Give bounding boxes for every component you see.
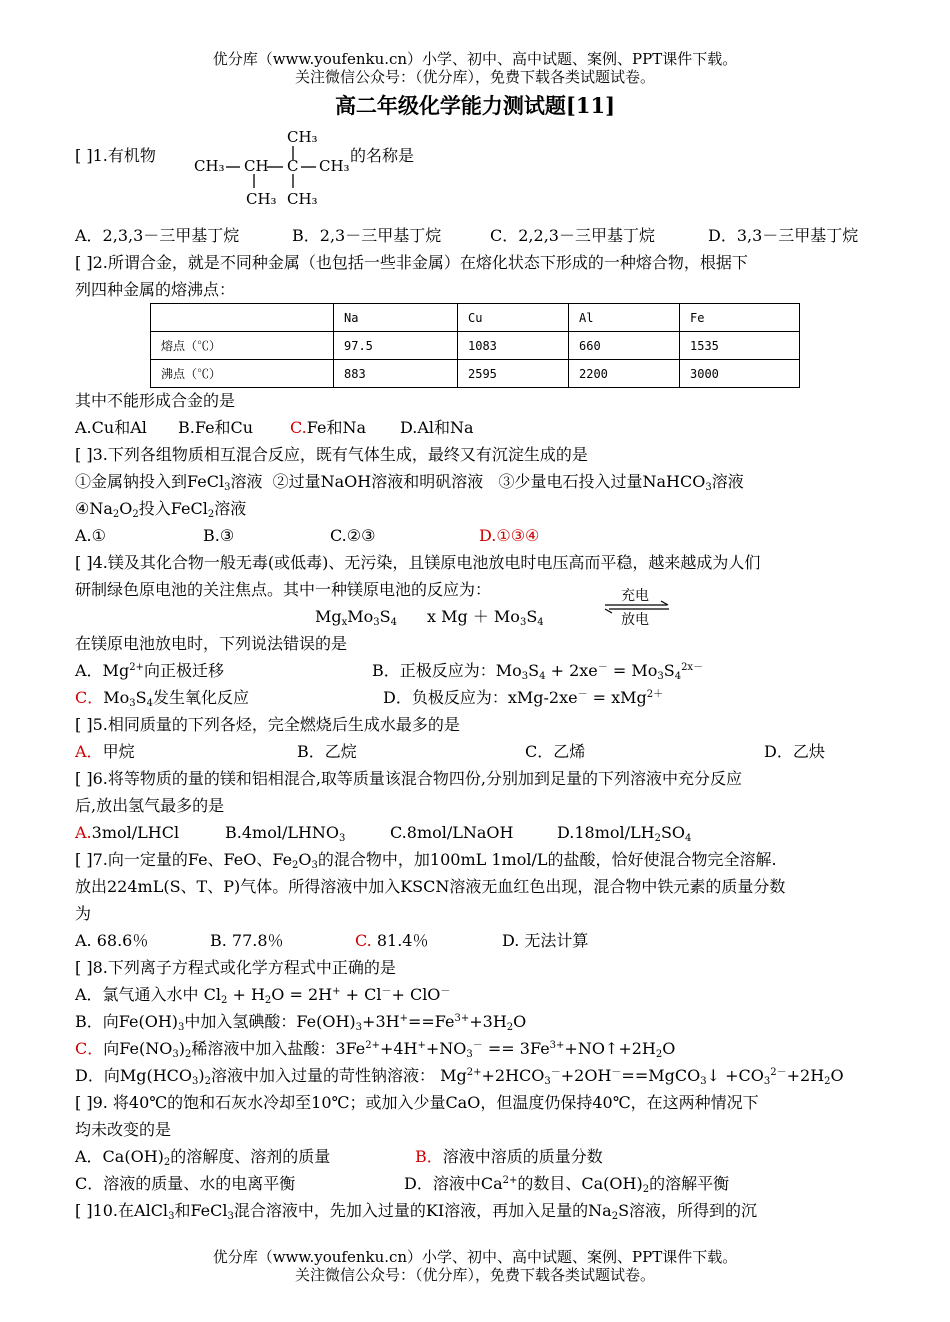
sub: 4 (390, 617, 397, 628)
q10-stem (75, 1201, 757, 1221)
text: 混合溶液中，先加入过量的KI溶液，再加入足量的Na (233, 1201, 612, 1220)
sub: 4 (537, 617, 544, 628)
table-cell: 883 (334, 360, 458, 388)
q7-option-d: D. 无法计算 (502, 931, 589, 950)
text: 投入FeCl (138, 499, 208, 518)
sup: － (597, 662, 608, 673)
q4-ask: 在镁原电池放电时，下列说法错误的是 (75, 634, 348, 653)
sub: 2 (506, 1022, 514, 1033)
text: S (663, 661, 675, 680)
sup: 3+ (549, 1040, 565, 1051)
q7-option-b: B. 77.8％ (210, 931, 284, 950)
text: 溶液 (711, 472, 744, 491)
q1-option-c: C．2,2,3－三甲基丁烷 (490, 226, 655, 245)
q3-option-a: A.① (75, 526, 106, 545)
sup: + (399, 1013, 408, 1024)
q9-stem-1: [ ]9. 将40℃的饱和石灰水冷却至10℃；或加入少量CaO，但温度仍保持40℃，在这两种情况下 (75, 1093, 759, 1112)
q3-item-4 (75, 499, 246, 519)
text: +2HCO (481, 1066, 545, 1085)
sub: 4 (685, 833, 692, 844)
table-cell: 2200 (569, 360, 680, 388)
text: 的溶解度、溶剂的质量 (170, 1147, 331, 1166)
q3-items (75, 472, 744, 492)
table-cell: Fe (680, 304, 800, 332)
text: SO (660, 823, 686, 842)
q4-stem-2: 研制绿色原电池的关注焦点。其中一种镁原电池的反应为： (75, 580, 492, 599)
q8-option-b (75, 1012, 526, 1032)
sub: 2 (163, 1157, 171, 1168)
text: +2OH (560, 1066, 612, 1085)
struct-left-ch3: CH₃ (194, 157, 225, 175)
sup: 2+ (365, 1040, 380, 1051)
text: ==Fe (407, 1012, 455, 1031)
table-row (151, 332, 800, 360)
q2-option-b: B.Fe和Cu (178, 418, 254, 437)
sub: 2 (264, 995, 272, 1006)
text: 溶液 (214, 499, 247, 518)
q4-option-b (372, 661, 703, 681)
sub: 3 (227, 1211, 234, 1222)
text: 中加入氢碘酸：Fe(OH) (184, 1012, 356, 1031)
q9-option-d (404, 1174, 729, 1194)
table-cell (151, 304, 334, 332)
text: 的混合物中，加100mL 1mol/L的盐酸，恰好使混合物完全溶解. (317, 850, 777, 869)
q4-equation-left (315, 607, 397, 627)
sub: 2 (207, 509, 215, 520)
text: x Mg ＋ Mo (427, 607, 520, 626)
sub: 4 (674, 671, 682, 682)
text: +3H (469, 1012, 507, 1031)
struct-top-ch3: CH₃ (287, 128, 318, 146)
text: 向正极迁移 (143, 661, 224, 680)
q7-stem-3: 为 (75, 904, 92, 923)
sub: x (341, 617, 348, 628)
answer-mark: C． (75, 1039, 104, 1058)
text: B.4mol/LHNO (225, 823, 340, 842)
q1-option-a: A．2,3,3－三甲基丁烷 (75, 226, 240, 245)
text: 81.4％ (371, 931, 429, 950)
sup: － (550, 1067, 561, 1078)
struct-c: C (287, 157, 299, 175)
q7-option-c (355, 931, 428, 951)
table-header-row (151, 304, 800, 332)
text: 发生氧化反应 (152, 688, 249, 707)
option-text: Fe和Na (306, 418, 367, 437)
sub: 3 (705, 482, 712, 493)
page-footer-line-1: 优分库（www.youfenku.cn）小学、初中、高中试题、案例、PPT课件下载。 (212, 1248, 738, 1266)
table-cell: Na (334, 304, 458, 332)
text: ④Na (75, 499, 113, 518)
q9-option-b (415, 1147, 603, 1167)
q3-option-c: C.②③ (330, 526, 376, 545)
text: O (662, 1039, 676, 1058)
text: + H (227, 985, 265, 1004)
text: == 3Fe (482, 1039, 550, 1058)
page-title: 高二年级化学能力测试题[11] (334, 93, 616, 118)
q8-option-a (75, 985, 450, 1005)
q1-option-b: B．2,3－三甲基丁烷 (292, 226, 442, 245)
sub: 2 (655, 1049, 663, 1060)
text: [ ]10.在AlCl (75, 1201, 169, 1220)
text: D．负极反应为：xMg-2xe (383, 688, 578, 707)
table-cell: 1535 (680, 332, 800, 360)
text: 的数目、Ca(OH) (517, 1174, 643, 1193)
q1-stem-post: 的名称是 (350, 146, 415, 165)
q4-option-c (75, 688, 249, 708)
text: ) (178, 1039, 185, 1058)
text: 和FeCl (174, 1201, 228, 1220)
sub: 3 (521, 671, 529, 682)
sup: － (577, 689, 588, 700)
text: O (298, 850, 312, 869)
q6-option-c: C.8mol/LNaOH (390, 823, 514, 842)
q4-equation-right (427, 607, 544, 627)
q5-option-b: B．乙烷 (297, 742, 357, 761)
q6-stem-1: [ ]6.将等物质的量的镁和铝相混合,取等质量该混合物四份,分别加到足量的下列溶液中充分反应 (75, 769, 743, 788)
q3-option-b: B.③ (203, 526, 235, 545)
q9-stem-2: 均未改变的是 (75, 1120, 172, 1139)
sub: 2 (824, 1076, 831, 1087)
text: + Cl (340, 985, 382, 1004)
sup: + (417, 1040, 426, 1051)
sub: 3 (544, 1076, 551, 1087)
sup: 3+ (454, 1013, 470, 1024)
q1-option-d: D．3,3－三甲基丁烷 (708, 226, 859, 245)
text: ↓ +CO (706, 1066, 764, 1085)
answer-mark: A． (75, 742, 103, 761)
sub: 3 (311, 860, 318, 871)
text: B．向Fe(OH) (75, 1012, 179, 1031)
table-cell: Cu (458, 304, 569, 332)
text: 3mol/LHCl (91, 823, 180, 842)
answer-mark: C． (75, 688, 104, 707)
text: ③少量电石投入过量NaHCO (498, 472, 706, 491)
sub: 2 (292, 860, 299, 871)
text: 溶液 (230, 472, 263, 491)
text: +3H (362, 1012, 400, 1031)
sup: － (611, 1067, 622, 1078)
sub: 4 (146, 698, 153, 709)
sub: 2 (132, 509, 139, 520)
q6-option-a (75, 823, 179, 843)
text: ==MgCO (621, 1066, 701, 1085)
table-cell: 熔点（℃） (151, 332, 334, 360)
sub: 3 (192, 1076, 199, 1087)
q7-option-a: A. 68.6％ (75, 931, 149, 950)
sub: 3 (172, 1049, 179, 1060)
text: S (528, 661, 540, 680)
answer-mark: B． (415, 1147, 443, 1166)
text: = Mo (607, 661, 658, 680)
struct-right-ch3: CH₃ (319, 157, 350, 175)
sub: 3 (224, 482, 231, 493)
text: + 2xe (545, 661, 598, 680)
struct-bottom-ch3-1: CH₃ (246, 190, 277, 208)
answer-mark: A. (75, 823, 92, 842)
sub: 2 (654, 833, 661, 844)
struct-ch: CH (244, 157, 269, 175)
text: 向Fe(NO (103, 1039, 173, 1058)
text: A．氯气通入水中 Cl (75, 985, 222, 1004)
sup: 2+ (502, 1175, 518, 1186)
text: S (379, 607, 391, 626)
q2-stem-2: 列四种金属的熔沸点： (75, 280, 236, 299)
text: [ ]7.向一定量的Fe、FeO、Fe (75, 850, 293, 869)
sub: 3 (763, 1076, 771, 1087)
sup: － (381, 986, 392, 997)
text: 溶液中加入过量的苛性钠溶液： Mg (211, 1066, 467, 1085)
q4-option-a (75, 661, 224, 681)
text: 的溶解平衡 (649, 1174, 730, 1193)
sup: 2+ (466, 1067, 482, 1078)
sub: 2 (221, 995, 228, 1006)
q3-stem: [ ]3.下列各组物质相互混合反应，既有气体生成，最终又有沉淀生成的是 (75, 445, 588, 464)
text: ) (198, 1066, 205, 1085)
sup: + (332, 986, 341, 997)
sub: 3 (168, 1211, 175, 1222)
table-cell: 1083 (458, 332, 569, 360)
text: + ClO (391, 985, 441, 1004)
text: O (119, 499, 133, 518)
sub: 3 (466, 1049, 473, 1060)
text: S溶液，所得到的沉 (618, 1201, 758, 1220)
q2-stem-1: [ ]2.所谓合金，就是不同种金属（也包括一些非金属）在熔化状态下形成的一种熔合物，根据下 (75, 253, 748, 272)
q2-option-c (290, 418, 366, 438)
q7-stem-2: 放出224mL(S、T、P)气体。所得溶液中加入KSCN溶液无血红色出现，混合物中铁元素的质量分数 (75, 877, 786, 896)
sub: 2 (112, 509, 120, 520)
text: ①金属钠投入到FeCl (75, 472, 225, 491)
q1-stem-pre: [ ]1.有机物 (75, 146, 156, 165)
q5-option-d: D．乙炔 (764, 742, 825, 761)
text: 甲烷 (102, 742, 135, 761)
sup: 2+ (129, 662, 144, 673)
sup: － (472, 1040, 483, 1051)
sub: 3 (657, 671, 664, 682)
text: +NO↑+2H (564, 1039, 656, 1058)
answer-mark: C. (290, 418, 307, 437)
text: Mo (347, 607, 374, 626)
q6-stem-2: 后,放出氢气最多的是 (75, 796, 225, 815)
table-cell: 660 (569, 332, 680, 360)
reversible-arrow (603, 588, 673, 632)
sub: 2 (642, 1184, 650, 1195)
sub: 3 (339, 833, 346, 844)
text: A．Mg (75, 661, 130, 680)
sub: 3 (373, 617, 380, 628)
q6-option-d (557, 823, 691, 843)
sup: － (440, 986, 451, 997)
q8-option-d (75, 1066, 844, 1086)
sub: 2 (204, 1076, 212, 1087)
table-cell: 97.5 (334, 332, 458, 360)
q5-option-c: C．乙烯 (525, 742, 586, 761)
text: D.18mol/LH (557, 823, 655, 842)
text: +2H (786, 1066, 825, 1085)
text: 稀溶液中加入盐酸：3Fe (191, 1039, 366, 1058)
q4-option-d (383, 688, 663, 708)
q5-option-a (75, 742, 135, 762)
q8-option-c (75, 1039, 675, 1059)
sup: 2＋ (646, 689, 664, 700)
sup: 2－ (770, 1067, 787, 1078)
text: D．溶液中Ca (404, 1174, 503, 1193)
struct-bottom-ch3-2: CH₃ (287, 190, 318, 208)
q4-stem-1: [ ]4.镁及其化合物一般无毒(或低毒)、无污染，且镁原电池放电时电压高而平稳，越来越成为人们 (75, 553, 761, 572)
text: S (526, 607, 538, 626)
sup: 2x－ (681, 662, 704, 673)
q5-stem: [ ]5.相同质量的下列各烃，完全燃烧后生成水最多的是 (75, 715, 460, 734)
text: ②过量NaOH溶液和明矾溶液 (272, 472, 484, 491)
table-cell: 2595 (458, 360, 569, 388)
text: A．Ca(OH) (75, 1147, 164, 1166)
text: +4H (379, 1039, 418, 1058)
q6-option-b (225, 823, 345, 843)
q7-stem-1 (75, 850, 777, 870)
text: D．向Mg(HCO (75, 1066, 193, 1085)
page-header-line-2: 关注微信公众号：（优分库），免费下载各类试题试卷。 (294, 68, 655, 86)
text: O (513, 1012, 527, 1031)
q9-option-c: C．溶液的质量、水的电离平衡 (75, 1174, 296, 1193)
text: S (135, 688, 147, 707)
q2-option-d: D.Al和Na (400, 418, 474, 437)
text: Mo (103, 688, 130, 707)
q3-option-d: D.①③④ (479, 526, 540, 545)
text: +NO (425, 1039, 467, 1058)
text: O = 2H (271, 985, 333, 1004)
text: 溶液中溶质的质量分数 (442, 1147, 603, 1166)
discharge-label: 放电 (621, 612, 649, 628)
table-cell: 沸点（℃） (151, 360, 334, 388)
text: Mg (315, 607, 342, 626)
page-header-line-1: 优分库（www.youfenku.cn）小学、初中、高中试题、案例、PPT课件下载。 (212, 50, 738, 68)
q9-option-a (75, 1147, 330, 1167)
sub: 3 (519, 617, 527, 628)
q8-stem: [ ]8.下列离子方程式或化学方程式中正确的是 (75, 958, 396, 977)
sub: 3 (355, 1022, 363, 1033)
sub: 3 (700, 1076, 707, 1087)
q2-ask: 其中不能形成合金的是 (75, 391, 236, 410)
sub: 3 (129, 698, 136, 709)
sub: 2 (184, 1049, 192, 1060)
melting-boiling-table (150, 303, 800, 388)
text: B．正极反应为：Mo (372, 661, 522, 680)
text: = xMg (587, 688, 647, 707)
q1-structure-formula (192, 126, 352, 215)
table-cell: 3000 (680, 360, 800, 388)
text: O (830, 1066, 844, 1085)
charge-label: 充电 (621, 588, 649, 604)
table-cell: Al (569, 304, 680, 332)
answer-mark: C. (355, 931, 372, 950)
q2-option-a: A.Cu和Al (75, 418, 147, 437)
sub: 2 (611, 1211, 619, 1222)
page-footer-line-2: 关注微信公众号：（优分库），免费下载各类试题试卷。 (294, 1266, 655, 1284)
table-row (151, 360, 800, 388)
sub: 3 (178, 1022, 185, 1033)
sub: 4 (539, 671, 546, 682)
